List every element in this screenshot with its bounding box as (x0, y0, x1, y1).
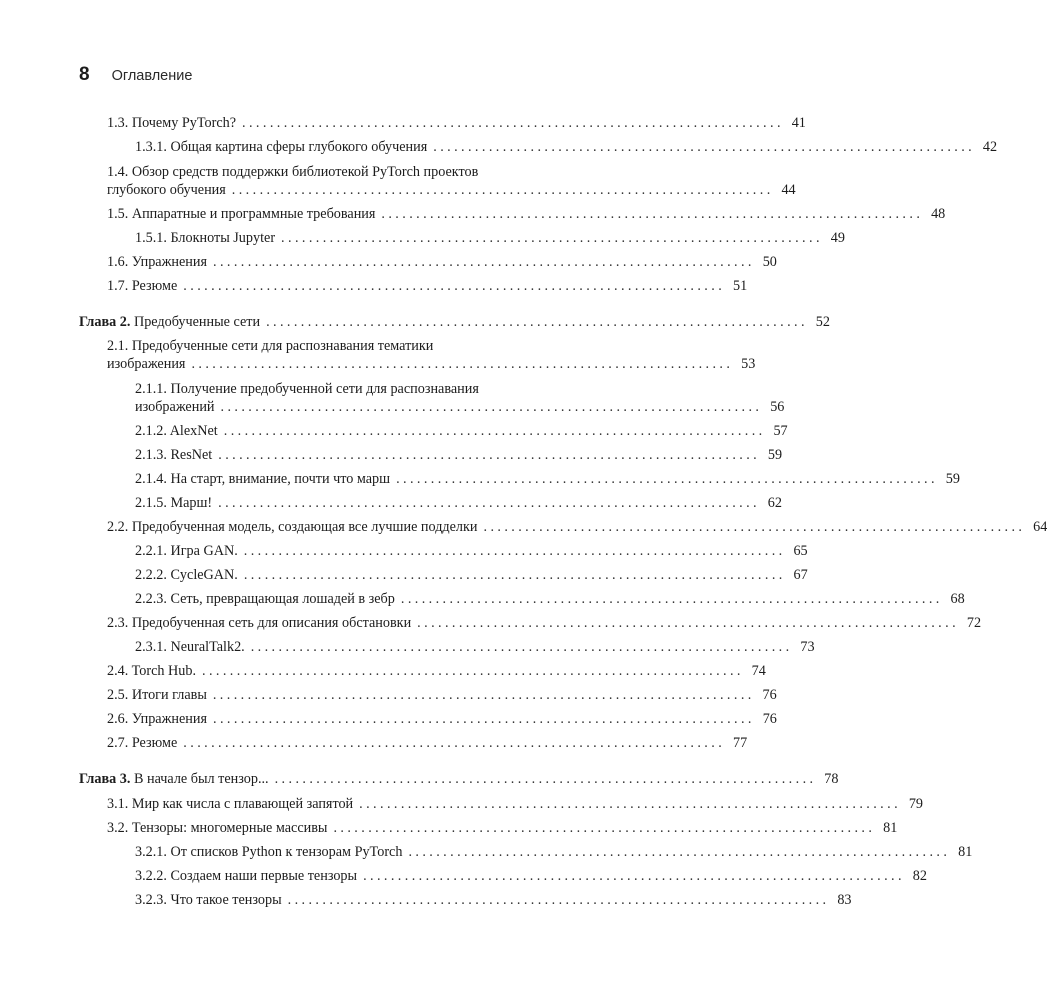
toc-entry[interactable]: 1.7. Резюме .............................................................................. 51 (107, 278, 748, 294)
toc-entry[interactable]: 2.7. Резюме .............................................................................. 77 (107, 735, 748, 751)
toc-page: 57 (773, 423, 788, 439)
toc-entry[interactable]: 1.5. Аппаратные и программные требования .............................................................................. 48 (107, 206, 946, 222)
toc-entry[interactable]: 1.3. Почему PyTorch? .............................................................................. 41 (107, 115, 806, 131)
toc-page: 72 (966, 615, 982, 631)
toc-page: 65 (793, 543, 808, 559)
toc-entry[interactable]: 2.1.5. Марш! .............................................................................. 62 (135, 495, 782, 511)
toc-page: 68 (950, 591, 965, 607)
toc-entry[interactable]: 3.2.2. Создаем наши первые тензоры .............................................................................. 82 (135, 868, 927, 884)
toc-page: 76 (762, 687, 777, 703)
toc-entry[interactable]: 2.1.3. ResNet .............................................................................. 59 (135, 447, 783, 463)
toc-page: 59 (767, 447, 783, 463)
toc-page: 78 (824, 771, 839, 787)
toc-entry[interactable]: 1.6. Упражнения .............................................................................. 50 (107, 254, 777, 270)
toc-page: 79 (908, 796, 924, 812)
toc-page: 77 (732, 735, 748, 751)
running-header (79, 64, 192, 86)
toc-chapter-entry[interactable]: Глава 2. Предобученные сети .............................................................................. 52 (79, 314, 830, 330)
toc-entry[interactable]: 2.5. Итоги главы .............................................................................. 76 (107, 687, 777, 703)
toc-entry[interactable]: 2.1.1. Получение предобученной сети для распознавания изображений .............................................................................. 56 (135, 381, 785, 415)
toc-page: 41 (791, 115, 806, 131)
toc-page: 59 (945, 471, 960, 487)
toc-page: 74 (751, 663, 766, 679)
toc-page: 48 (931, 206, 946, 222)
toc-entry[interactable]: 2.1.2. AlexNet .............................................................................. 57 (135, 423, 788, 439)
toc-page: 82 (912, 868, 927, 884)
toc-page: 44 (781, 182, 796, 198)
toc-entry[interactable]: 2.2.2. CycleGAN. .............................................................................. 67 (135, 567, 808, 583)
toc-page: 81 (958, 844, 973, 860)
toc-entry[interactable]: 2.3. Предобученная сеть для описания обстановки .............................................................................. 72 (107, 615, 982, 631)
toc-page: 51 (732, 278, 748, 294)
toc-page: 50 (762, 254, 777, 270)
toc-entry[interactable]: 2.2. Предобученная модель, создающая все лучшие подделки .............................................................................. 64 (107, 519, 1047, 535)
toc-page: 56 (770, 399, 785, 415)
toc-chapter-entry[interactable]: Глава 3. В начале был тензор... .............................................................................. 78 (79, 771, 839, 787)
toc-entry[interactable]: 1.4. Обзор средств поддержки библиотекой PyTorch проектов глубокого обучения .............................................................................. 44 (107, 164, 796, 198)
toc-entry[interactable]: 2.2.3. Сеть, превращающая лошадей в зебр .............................................................................. 68 (135, 591, 965, 607)
toc-entry[interactable]: 3.2.1. От списков Python к тензорам PyTorch .............................................................................. 81 (135, 844, 973, 860)
toc-page: 42 (982, 139, 998, 155)
toc-entry[interactable]: 3.1. Мир как числа с плавающей запятой .............................................................................. 79 (107, 796, 924, 812)
toc-page: 53 (741, 356, 756, 372)
toc-page: 81 (883, 820, 898, 836)
toc-page: 73 (800, 639, 815, 655)
toc-page: 76 (762, 711, 777, 727)
toc-entry[interactable]: 1.5.1. Блокноты Jupyter .............................................................................. 49 (135, 230, 845, 246)
toc-page: 62 (767, 495, 782, 511)
running-title: Оглавление (111, 68, 193, 84)
toc-page: 52 (815, 314, 830, 330)
toc-entry[interactable]: 2.4. Torch Hub. .............................................................................. 74 (107, 663, 766, 679)
toc-entry[interactable]: 3.2. Тензоры: многомерные массивы .............................................................................. 81 (107, 820, 898, 836)
page-number: 8 (79, 64, 90, 85)
toc-entry[interactable]: 2.1.4. На старт, внимание, почти что марш .............................................................................. 59 (135, 471, 960, 487)
toc-entry[interactable]: 2.3.1. NeuralTalk2. .............................................................................. 73 (135, 639, 815, 655)
toc-page: 49 (830, 230, 845, 246)
toc-entry[interactable]: 2.1. Предобученные сети для распознавания тематики изображения .............................................................................. 53 (107, 338, 756, 372)
toc-entry[interactable]: 3.2.3. Что такое тензоры .............................................................................. 83 (135, 892, 852, 908)
toc-page: 64 (1033, 519, 1047, 535)
toc-page: 83 (837, 892, 852, 908)
toc-page: 67 (793, 567, 808, 583)
toc-entry[interactable]: 1.3.1. Общая картина сферы глубокого обучения .............................................................................. 42 (135, 139, 998, 155)
toc-entry[interactable]: 2.2.1. Игра GAN. .............................................................................. 65 (135, 543, 808, 559)
toc-entry[interactable]: 2.6. Упражнения .............................................................................. 76 (107, 711, 777, 727)
